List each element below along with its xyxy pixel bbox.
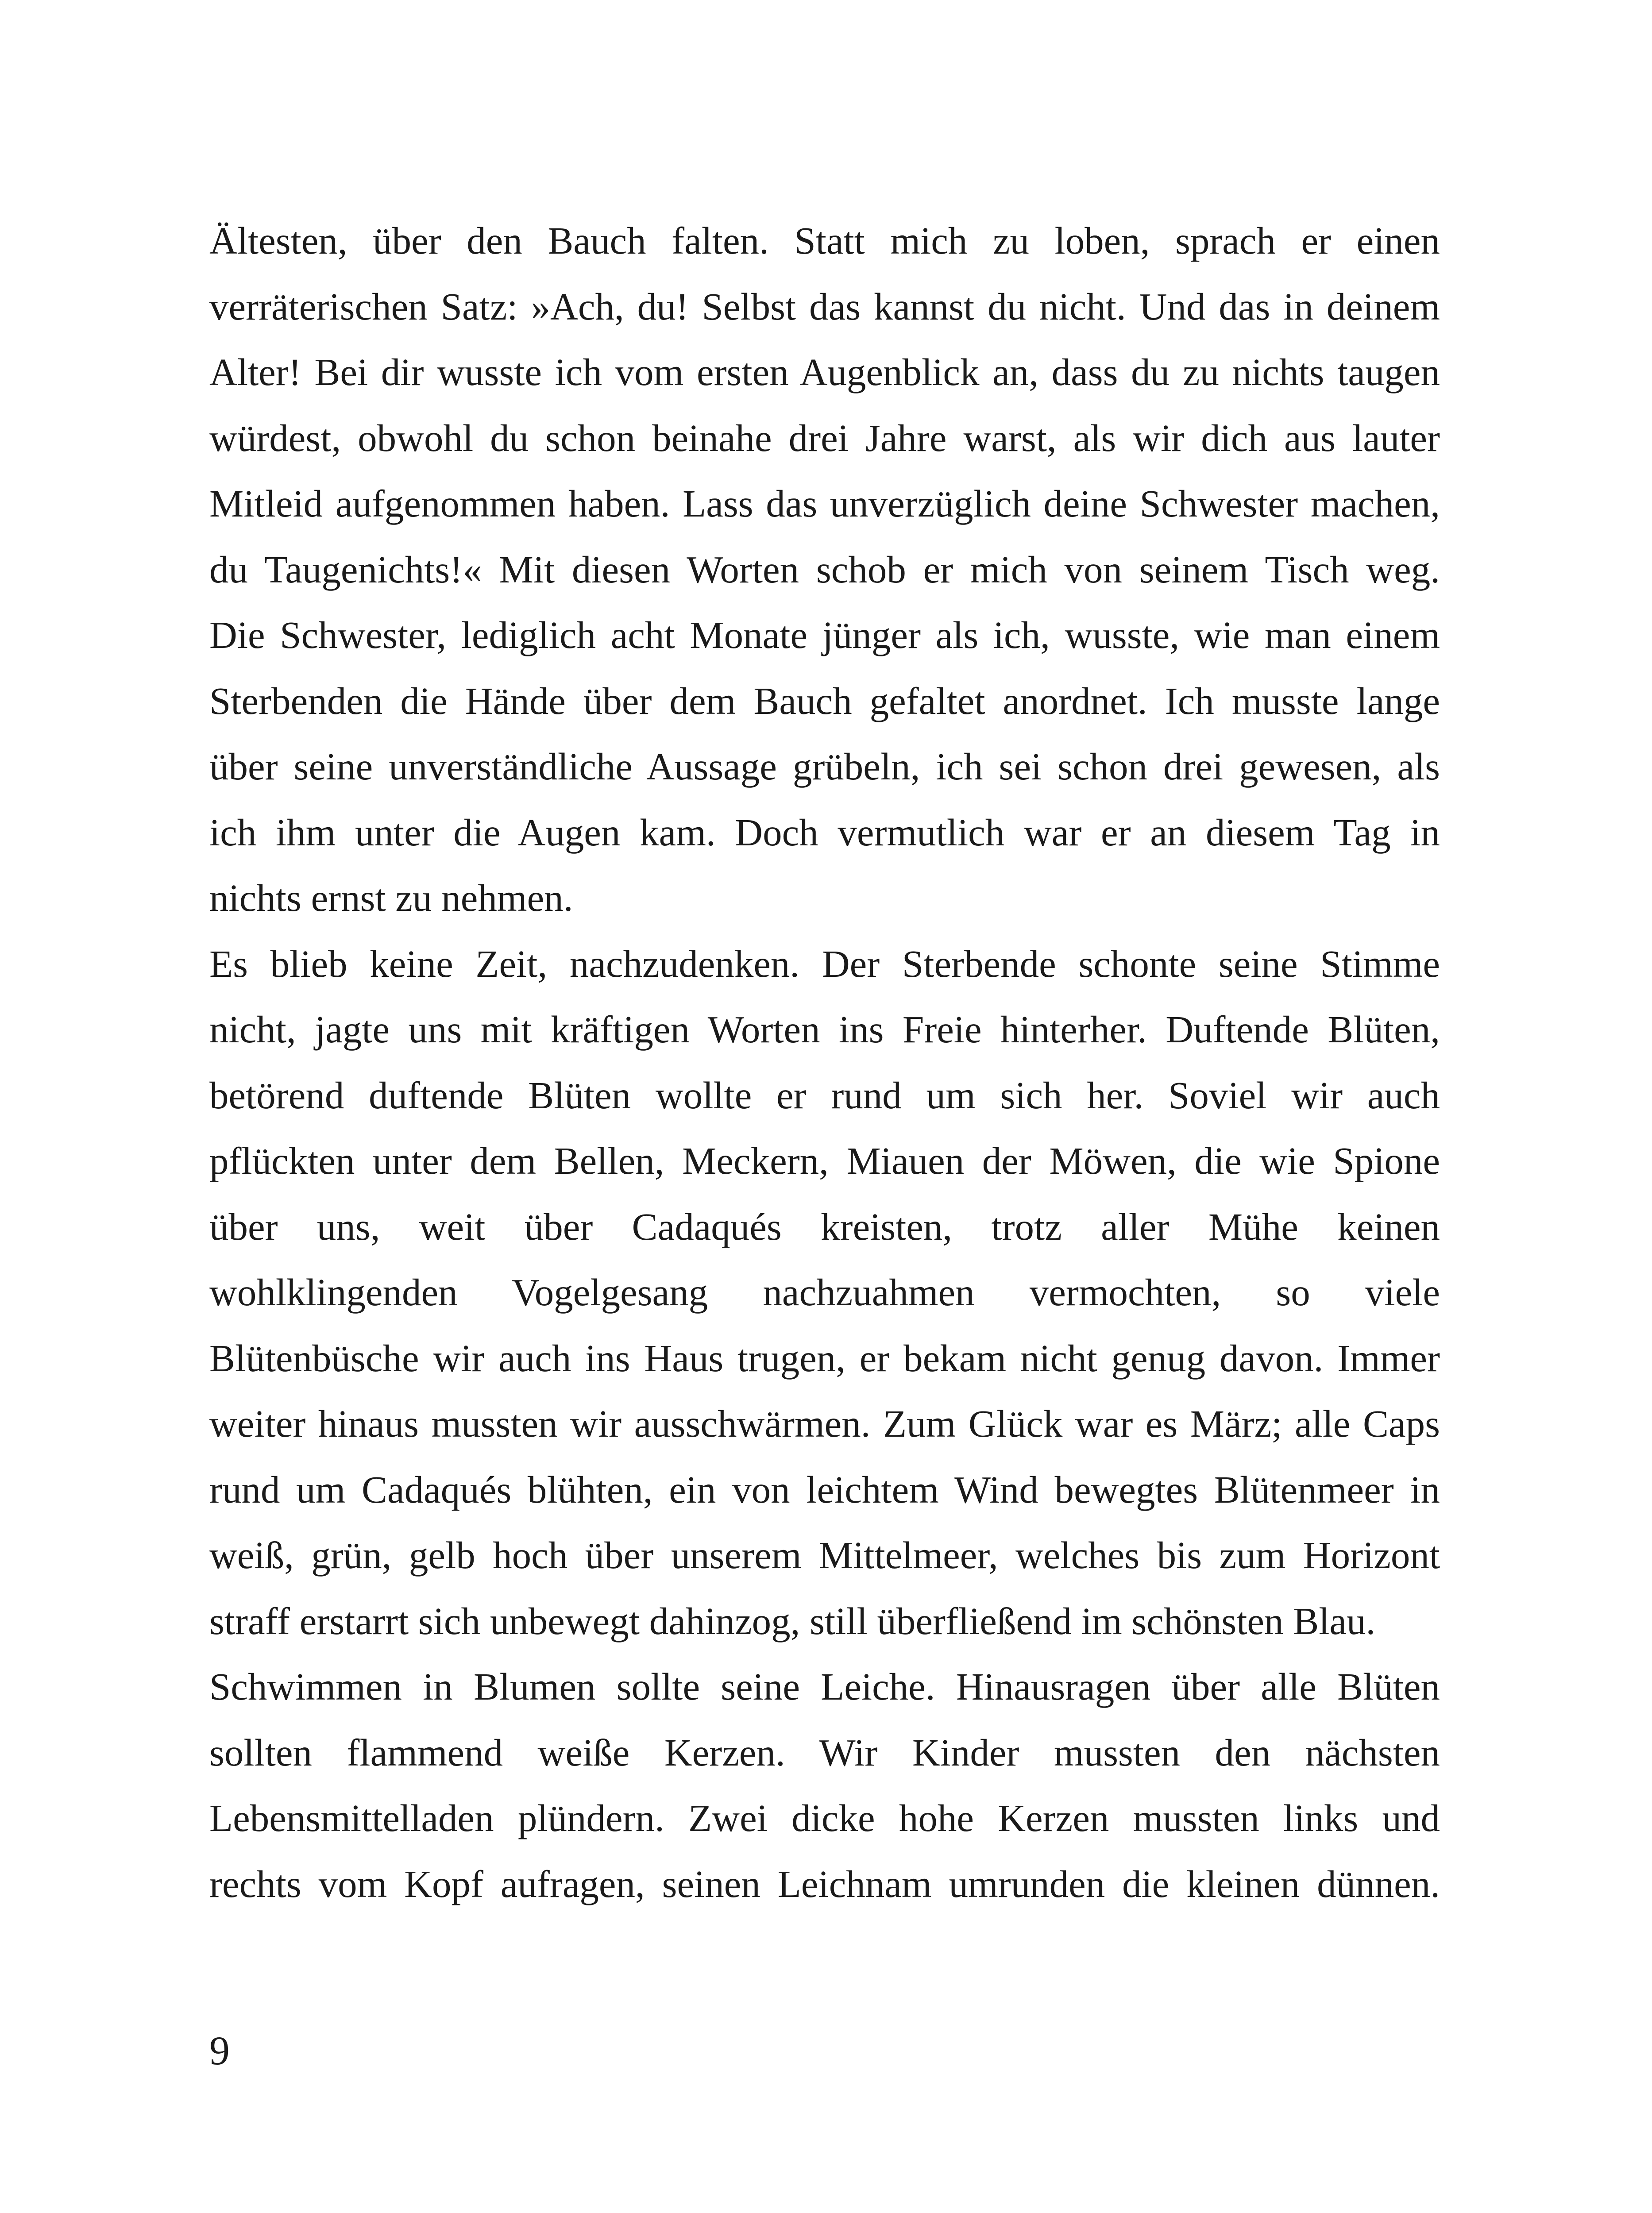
page-number: 9 <box>209 2028 230 2073</box>
text-line: ich ihm unter die Augen kam. Doch vermutlich war er an diesem Tag in <box>209 810 1440 854</box>
text-line: nicht, jagte uns mit kräftigen Worten ins Freie hinterher. Duftende Blüten, <box>209 1008 1440 1051</box>
text-line: weiß, grün, gelb hoch über unserem Mittelmeer, welches bis zum Horizont <box>209 1534 1440 1577</box>
text-line: Schwimmen in Blumen sollte seine Leiche. Hinausragen über alle Blüten <box>209 1665 1440 1708</box>
paragraph <box>209 208 1440 931</box>
text-line: Die Schwester, lediglich acht Monate jünger als ich, wusste, wie man einem <box>209 613 1440 656</box>
text-line: wohlklingenden Vogelgesang nachzuahmen vermochten, so viele <box>209 1271 1440 1314</box>
text-line: pflückten unter dem Bellen, Meckern, Miauen der Möwen, die wie Spione <box>209 1139 1440 1182</box>
text-line: Blütenbüsche wir auch ins Haus trugen, er bekam nicht genug davon. Immer <box>209 1336 1440 1380</box>
text-line: über uns, weit über Cadaqués kreisten, trotz aller Mühe keinen <box>209 1205 1440 1248</box>
text-line: über seine unverständliche Aussage grübeln, ich sei schon drei gewesen, als <box>209 745 1440 788</box>
body-text <box>209 208 1440 1917</box>
text-line: Es blieb keine Zeit, nachzudenken. Der Sterbende schonte seine Stimme <box>209 942 1440 985</box>
text-line: straff erstarrt sich unbewegt dahinzog, still überfließend im schönsten Blau. <box>209 1599 1376 1642</box>
text-line: Mitleid aufgenommen haben. Lass das unverzüglich deine Schwester machen, <box>209 482 1440 525</box>
paragraph <box>209 931 1440 1654</box>
text-line: betörend duftende Blüten wollte er rund um sich her. Soviel wir auch <box>209 1073 1440 1117</box>
paragraph <box>209 1654 1440 1917</box>
text-line: Lebensmittelladen plündern. Zwei dicke hohe Kerzen mussten links und <box>209 1797 1440 1839</box>
text-line: würdest, obwohl du schon beinahe drei Jahre warst, als wir dich aus lauter <box>209 416 1440 459</box>
text-line: sollten flammend weiße Kerzen. Wir Kinder mussten den nächsten <box>209 1731 1440 1774</box>
text-line: Sterbenden die Hände über dem Bauch gefaltet anordnet. Ich musste lange <box>209 679 1440 722</box>
text-line: Ältesten, über den Bauch falten. Statt mich zu loben, sprach er einen <box>209 219 1440 262</box>
text-line: verräterischen Satz: »Ach, du! Selbst das kannst du nicht. Und das in deinem <box>209 285 1440 328</box>
text-line: rund um Cadaqués blühten, ein von leichtem Wind bewegtes Blütenmeer in <box>209 1468 1440 1511</box>
text-line: nichts ernst zu nehmen. <box>209 876 573 919</box>
text-line: Alter! Bei dir wusste ich vom ersten Augenblick an, dass du zu nichts taugen <box>209 351 1440 393</box>
text-line: du Taugenichts!« Mit diesen Worten schob er mich von seinem Tisch weg. <box>209 547 1440 591</box>
text-line: rechts vom Kopf aufragen, seinen Leichnam umrunden die kleinen dünnen. <box>209 1862 1440 1905</box>
text-line: weiter hinaus mussten wir ausschwärmen. Zum Glück war es März; alle Caps <box>209 1402 1440 1445</box>
